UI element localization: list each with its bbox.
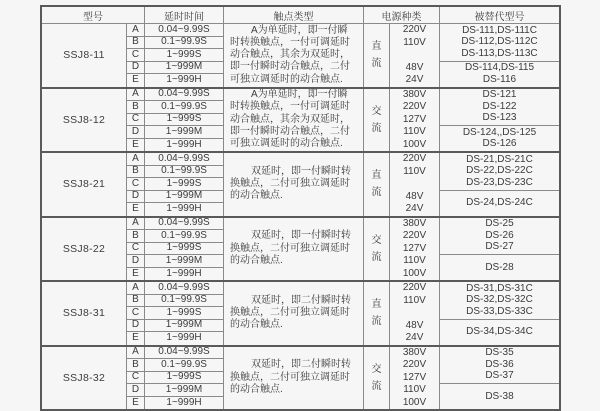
voltage-cell: 380V: [390, 218, 440, 231]
replaced-model: DS-114,DS-115: [464, 62, 535, 74]
delay-time-cell: 1~999H: [145, 397, 224, 410]
power-kind-cell: [364, 153, 390, 216]
header-power-type: 电源种类: [364, 7, 440, 23]
variant-letter: A: [127, 89, 145, 102]
replaced-model: DS-23,DS-23C: [466, 176, 533, 188]
delay-time-cell: 1~999M: [145, 255, 224, 268]
replaced-model: DS-121: [482, 89, 517, 101]
voltage-cell: 100V: [390, 268, 440, 281]
delay-time-cell: 1~999S: [145, 307, 224, 320]
replaced-model: DS-113,DS-113C: [461, 47, 538, 59]
power-kind-cell: [364, 24, 390, 87]
delay-time-cell: 0.04~9.99S: [145, 218, 224, 231]
replaced-model: DS-21,DS-21C: [466, 153, 533, 165]
voltage-cell: 380V: [390, 89, 440, 102]
replaced-models-upper-cell: [440, 24, 559, 62]
replaced-models-upper-cell: [440, 153, 559, 191]
power-kind-text: 交流: [371, 363, 382, 392]
model-cell: SSJ8-12: [42, 89, 127, 152]
power-kind-text: 交流: [371, 234, 382, 263]
table-header-row: [42, 7, 559, 24]
replaced-model: DS-35: [485, 347, 514, 359]
delay-time-cell: 0.1~99.9S: [145, 166, 224, 179]
power-kind-text: 直流: [371, 41, 382, 70]
voltage-cell: 24V: [390, 332, 440, 345]
replaced-model: DS-122: [482, 100, 517, 112]
contact-type-cell: [224, 153, 364, 216]
power-kind-text: 直流: [371, 299, 382, 328]
model-block-ssj8-22: [42, 216, 559, 281]
delay-time-cell: 1~999M: [145, 384, 224, 397]
replaced-model: DS-124,,DS-125: [462, 126, 537, 138]
replaced-model: DS-36: [485, 358, 514, 370]
model-cell: SSJ8-11: [42, 24, 127, 87]
replaced-models-upper-cell: [440, 282, 559, 320]
voltage-cell: 220V: [390, 101, 440, 114]
voltage-cell: 110V: [390, 37, 440, 50]
header-model: 型号: [42, 7, 145, 23]
voltage-cell: 48V: [390, 62, 440, 75]
variant-letter: C: [127, 372, 145, 385]
variant-letter: E: [127, 397, 145, 410]
power-kind-text: 直流: [371, 170, 382, 199]
voltage-cell: 110V: [390, 126, 440, 139]
replaced-models-upper-cell: [440, 89, 559, 127]
delay-time-cell: 1~999H: [145, 268, 224, 281]
delay-time-cell: 1~999M: [145, 191, 224, 204]
model-cell: SSJ8-31: [42, 282, 127, 345]
delay-time-cell: 0.1~99.9S: [145, 359, 224, 372]
variant-letter: B: [127, 295, 145, 308]
delay-time-cell: 1~999S: [145, 49, 224, 62]
delay-time-cell: 0.04~9.99S: [145, 347, 224, 360]
variant-letter: D: [127, 255, 145, 268]
contact-type-cell: [224, 282, 364, 345]
model-block-ssj8-32: [42, 345, 559, 410]
delay-time-cell: 1~999H: [145, 74, 224, 87]
model-block-ssj8-31: [42, 280, 559, 345]
contact-type-cell: [224, 89, 364, 152]
replaced-model: DS-116: [482, 73, 517, 85]
voltage-cell: 220V: [390, 230, 440, 243]
delay-time-cell: 1~999H: [145, 332, 224, 345]
voltage-cell: 220V: [390, 153, 440, 166]
variant-letter: A: [127, 218, 145, 231]
replaced-models-lower-cell: [440, 320, 559, 345]
delay-time-cell: 0.04~9.99S: [145, 89, 224, 102]
voltage-cell: 110V: [390, 295, 440, 308]
voltage-cell: 127V: [390, 114, 440, 127]
variant-letter: D: [127, 320, 145, 333]
delay-time-cell: 0.1~99.9S: [145, 295, 224, 308]
replaced-model: DS-24,DS-24C: [466, 197, 533, 208]
power-kind-cell: [364, 218, 390, 281]
variant-letter: E: [127, 139, 145, 152]
variant-letter: C: [127, 49, 145, 62]
variant-letter: E: [127, 268, 145, 281]
replaced-models-upper-cell: [440, 347, 559, 385]
variant-letter: A: [127, 24, 145, 37]
model-cell: SSJ8-21: [42, 153, 127, 216]
replaced-models-lower-cell: [440, 191, 559, 216]
variant-letter: E: [127, 332, 145, 345]
voltage-cell: 110V: [390, 166, 440, 179]
contact-type-text: 双延时，即二付瞬时转换触点，二付可独立调延时的动合触点.: [230, 294, 351, 331]
delay-time-cell: 1~999M: [145, 126, 224, 139]
variant-letter: C: [127, 178, 145, 191]
replaced-model: DS-28: [485, 261, 514, 273]
model-block-ssj8-11: [42, 24, 559, 87]
variant-letter: E: [127, 203, 145, 216]
replaced-models-upper-cell: [440, 218, 559, 256]
replaced-model: DS-27: [485, 241, 514, 253]
model-block-ssj8-12: [42, 87, 559, 152]
contact-type-text: 双延时，即一付瞬时转换触点，二付可独立调延时的动合触点.: [230, 230, 351, 266]
model-cell: SSJ8-32: [42, 347, 127, 410]
delay-time-cell: 0.04~9.99S: [145, 24, 224, 37]
variant-letter: C: [127, 114, 145, 127]
replaced-models-lower-cell: [440, 255, 559, 280]
replaced-models-lower-cell: [440, 126, 559, 151]
replaced-model: DS-32,DS-32C: [466, 294, 533, 306]
delay-time-cell: 0.1~99.9S: [145, 37, 224, 50]
variant-letter: B: [127, 166, 145, 179]
model-block-ssj8-21: [42, 151, 559, 216]
variant-letter: A: [127, 282, 145, 295]
variant-letter: A: [127, 347, 145, 360]
contact-type-text: A为单延时，即一付瞬时转换触点，一付可调延时动合触点，其余为双延时，即一付瞬时动合触点，二付可独立调延时的动合触点.: [230, 89, 350, 150]
delay-time-cell: 0.1~99.9S: [145, 101, 224, 114]
voltage-cell: 127V: [390, 243, 440, 256]
variant-letter: B: [127, 359, 145, 372]
variant-letter: C: [127, 243, 145, 256]
delay-time-cell: 1~999S: [145, 243, 224, 256]
replaced-model: DS-22,DS-22C: [466, 165, 533, 177]
variant-letter: B: [127, 101, 145, 114]
variant-letter: D: [127, 191, 145, 204]
power-kind-text: 交流: [371, 105, 382, 134]
delay-time-cell: 1~999S: [145, 178, 224, 191]
voltage-cell: 220V: [390, 24, 440, 37]
model-cell: SSJ8-22: [42, 218, 127, 281]
variant-letter: A: [127, 153, 145, 166]
variant-letter: D: [127, 126, 145, 139]
header-replaced-model: 被替代型号: [474, 11, 525, 23]
delay-time-cell: 1~999S: [145, 114, 224, 127]
contact-type-cell: [224, 24, 364, 87]
replaced-model: DS-34,DS-34C: [466, 326, 533, 337]
voltage-cell: 220V: [390, 282, 440, 295]
voltage-cell: 220V: [390, 359, 440, 372]
variant-letter: D: [127, 384, 145, 397]
voltage-cell: 127V: [390, 372, 440, 385]
replaced-models-lower-cell: [440, 384, 559, 409]
voltage-cell: [390, 307, 440, 320]
variant-letter: E: [127, 74, 145, 87]
replaced-model: DS-31,DS-31C: [466, 282, 533, 294]
replaced-model: DS-112,DS-112C: [461, 36, 538, 48]
contact-type-text: 双延时，即一付瞬时转换触点，二付可独立调延时的动合触点.: [230, 165, 351, 202]
voltage-cell: 48V: [390, 191, 440, 204]
relay-spec-table: [40, 5, 561, 411]
contact-type-text: A为单延时，即一付瞬时转换触点，一付可调延时动合触点，其余为双延时，即一付瞬时动合触点，二付可独立调延时的动合触点.: [230, 24, 350, 85]
delay-time-cell: 0.04~9.99S: [145, 282, 224, 295]
voltage-cell: [390, 178, 440, 191]
replaced-model: DS-37: [485, 370, 514, 382]
contact-type-cell: [224, 218, 364, 281]
variant-letter: B: [127, 37, 145, 50]
header-delay-time: 延时时间: [145, 7, 224, 23]
voltage-cell: 110V: [390, 384, 440, 397]
replaced-model: DS-33,DS-33C: [466, 305, 533, 317]
voltage-cell: 100V: [390, 139, 440, 152]
delay-time-cell: 1~999M: [145, 320, 224, 333]
power-kind-cell: [364, 89, 390, 152]
replaced-model: DS-25: [485, 218, 514, 230]
delay-time-cell: 0.1~99.9S: [145, 230, 224, 243]
variant-letter: B: [127, 230, 145, 243]
voltage-cell: 380V: [390, 347, 440, 360]
power-kind-cell: [364, 282, 390, 345]
replaced-model: DS-126: [482, 138, 517, 150]
replaced-model: DS-111,DS-111C: [462, 24, 537, 36]
voltage-cell: [390, 49, 440, 62]
replaced-models-lower-cell: [440, 62, 559, 87]
variant-letter: C: [127, 307, 145, 320]
delay-time-cell: 1~999M: [145, 62, 224, 75]
voltage-cell: 24V: [390, 203, 440, 216]
header-contact-type: 触点类型: [224, 7, 364, 23]
delay-time-cell: 1~999S: [145, 372, 224, 385]
voltage-cell: 100V: [390, 397, 440, 410]
replaced-model: DS-123: [482, 112, 517, 124]
delay-time-cell: 1~999H: [145, 203, 224, 216]
delay-time-cell: 1~999H: [145, 139, 224, 152]
voltage-cell: 110V: [390, 255, 440, 268]
voltage-cell: 24V: [390, 74, 440, 87]
contact-type-text: 双延时，即二付瞬时转换触点，二付可独立调延时的动合触点.: [230, 359, 351, 395]
replaced-model: DS-26: [485, 229, 514, 241]
variant-letter: D: [127, 62, 145, 75]
replaced-model: DS-38: [485, 390, 514, 402]
delay-time-cell: 0.04~9.99S: [145, 153, 224, 166]
voltage-cell: 48V: [390, 320, 440, 333]
